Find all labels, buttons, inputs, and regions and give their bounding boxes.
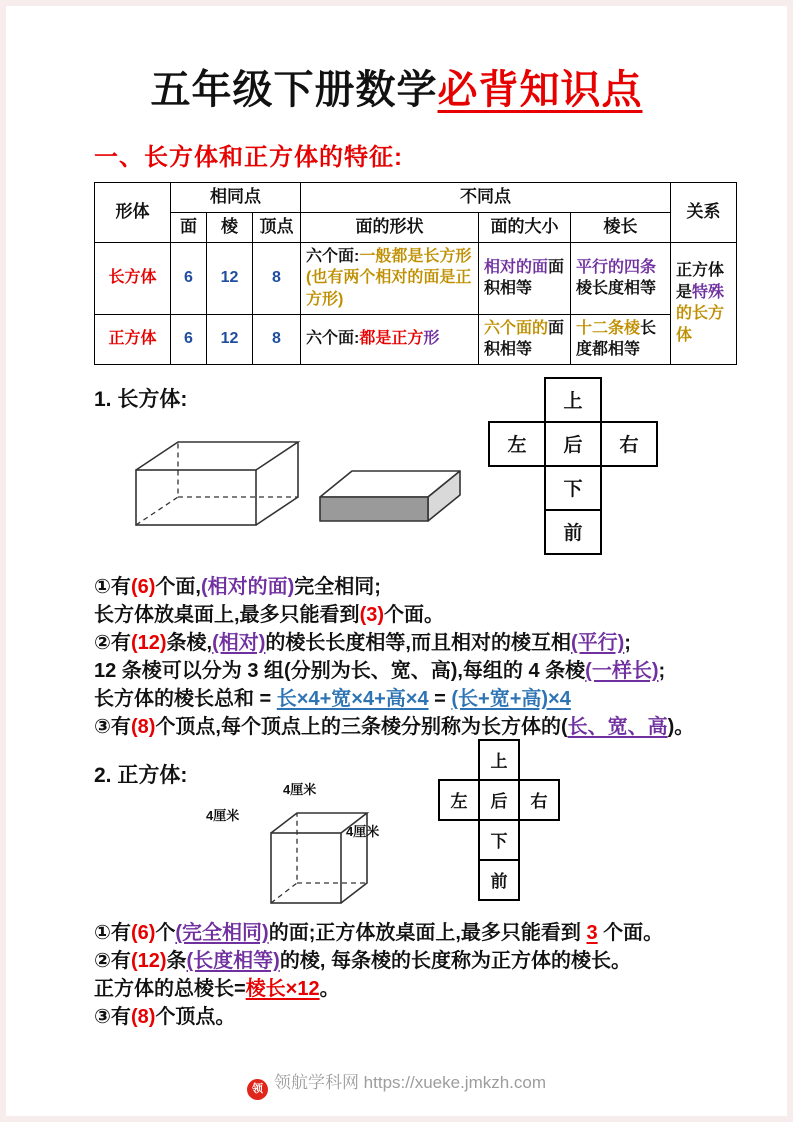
- text-segment: 正方体是: [676, 262, 725, 301]
- text-segment: (长度相等): [186, 949, 280, 972]
- text-segment: (6): [130, 921, 156, 944]
- features-table: [94, 182, 737, 365]
- section-cube: [46, 752, 747, 1051]
- text-segment: ①有: [94, 575, 131, 598]
- text-segment: 完全相同;: [294, 575, 381, 598]
- table-header-row-1: [95, 183, 737, 213]
- text-segment: 的面;正方体放桌面上,最多只能看到: [268, 921, 587, 944]
- cell-edge-length-cuboid: [571, 242, 671, 314]
- header-edges: 棱: [207, 212, 253, 242]
- net-face-front: 前: [544, 509, 602, 555]
- cell-relation: [671, 242, 737, 364]
- text-segment: (8): [130, 1005, 156, 1028]
- cuboid-wireframe-diagram: [128, 425, 310, 537]
- text-segment: 平行的四条: [576, 258, 657, 276]
- text-segment: 的长方体: [676, 305, 725, 344]
- text-segment: 正方体的总棱长=: [94, 977, 246, 1000]
- cuboid-note-line: [94, 601, 766, 629]
- text-segment: (平行): [570, 631, 625, 654]
- footer-site-text: 领航学科网 https://xueke.jmkzh.com: [273, 1073, 547, 1092]
- text-segment: 个: [155, 921, 176, 944]
- net-face-left: 左: [438, 779, 480, 821]
- cell-faces-cuboid: 6: [171, 242, 207, 314]
- header-differences: 不同点: [301, 183, 671, 213]
- cell-edges-cube: 12: [207, 314, 253, 364]
- header-similarities: 相同点: [171, 183, 301, 213]
- net-face-right: 右: [600, 421, 658, 467]
- header-shape: 形体: [95, 183, 171, 243]
- section-heading-features: 一、长方体和正方体的特征:: [94, 144, 403, 171]
- text-segment: ①有: [94, 921, 131, 944]
- header-face-shape: 面的形状: [301, 212, 479, 242]
- text-segment: ;: [658, 659, 666, 682]
- header-face-size: 面的大小: [479, 212, 571, 242]
- cell-edge-length-cube: [571, 314, 671, 364]
- net-face-down: 下: [478, 819, 520, 861]
- net-face-top: 上: [544, 377, 602, 423]
- text-segment: =: [428, 687, 452, 710]
- text-segment: (8): [130, 715, 156, 738]
- text-segment: (一样长): [585, 659, 659, 682]
- text-segment: )。: [667, 715, 695, 738]
- text-segment: 长度都相等: [576, 319, 657, 359]
- text-segment: 相对的面: [484, 258, 549, 276]
- cube-edge-label-right: 4厘米: [346, 823, 380, 839]
- text-segment: 六个面:: [306, 247, 360, 265]
- text-segment: 长、宽、高: [567, 715, 668, 738]
- text-segment: 的棱, 每条棱的长度称为正方体的棱长。: [279, 949, 631, 972]
- cube-note-line: [94, 975, 766, 1003]
- table-row-cube: [95, 314, 737, 364]
- text-segment: ②有: [94, 631, 131, 654]
- table-row-cuboid: [95, 242, 737, 314]
- cuboid-solid-diagram: [308, 449, 468, 544]
- cuboid-note-line: [94, 573, 766, 601]
- table-header-row-2: [95, 212, 737, 242]
- text-segment: 棱长度相等: [576, 280, 657, 298]
- text-segment: 六个面:: [306, 330, 360, 348]
- cube-wireframe-diagram: [246, 795, 381, 913]
- text-segment: 条: [166, 949, 187, 972]
- text-segment: (相对): [212, 631, 266, 654]
- text-segment: 形: [423, 330, 440, 348]
- text-segment: (12): [130, 631, 167, 654]
- text-segment: 个顶点,每个顶点上的三条棱分别称为长方体的(: [155, 715, 568, 738]
- text-segment: ②有: [94, 949, 131, 972]
- cube-note-line: [94, 947, 766, 975]
- cell-vertices-cube: 8: [253, 314, 301, 364]
- text-segment: (长+宽+高)×4: [451, 687, 571, 710]
- cell-face-size-cube: [479, 314, 571, 364]
- text-segment: 个面。: [597, 921, 664, 944]
- text-segment: 六个面的: [484, 319, 549, 337]
- cuboid-note-line: [94, 713, 766, 741]
- text-segment: 个面,: [155, 575, 201, 598]
- text-segment: ③有: [94, 715, 131, 738]
- net-face-right: 右: [518, 779, 560, 821]
- cube-notes: [94, 919, 766, 1031]
- text-segment: 棱长×12: [245, 977, 320, 1000]
- text-segment: 面积相等: [484, 258, 565, 298]
- header-vertices: 顶点: [253, 212, 301, 242]
- text-segment: 特殊: [692, 283, 725, 301]
- cube-edge-label-left: 4厘米: [206, 807, 240, 823]
- cell-shape-cube: 正方体: [95, 314, 171, 364]
- cube-note-line: [94, 1003, 766, 1031]
- text-segment: 十二条棱: [576, 319, 641, 337]
- text-segment: 。: [319, 977, 340, 1000]
- text-segment: ③有: [94, 1005, 131, 1028]
- text-segment: ;: [624, 631, 631, 654]
- text-segment: 一般都是长方形(也有两个相对的面是正方形): [306, 247, 472, 309]
- cell-face-size-cuboid: [479, 242, 571, 314]
- title-highlight-part: 必背知识点: [437, 68, 643, 112]
- cuboid-net-diagram: [488, 377, 660, 557]
- footer: [6, 1068, 787, 1100]
- section-cuboid: [46, 377, 747, 759]
- cube-edge-label-top: 4厘米: [283, 781, 317, 797]
- cell-edges-cuboid: 12: [207, 242, 253, 314]
- text-segment: 面积相等: [484, 319, 565, 359]
- net-face-front: 前: [478, 859, 520, 901]
- text-segment: 3: [586, 921, 598, 944]
- text-segment: (相对的面): [200, 575, 295, 598]
- cube-note-line: [94, 919, 766, 947]
- text-segment: 长×4+宽×4+高×4: [276, 687, 429, 710]
- text-segment: 长方体放桌面上,最多只能看到: [94, 603, 360, 626]
- net-face-left: 左: [488, 421, 546, 467]
- cuboid-heading: 1. 长方体:: [94, 387, 188, 411]
- cell-vertices-cuboid: 8: [253, 242, 301, 314]
- cell-shape-cuboid: 长方体: [95, 242, 171, 314]
- net-face-top: 上: [478, 739, 520, 781]
- header-faces: 面: [171, 212, 207, 242]
- cube-net-diagram: [438, 739, 562, 903]
- text-segment: (6): [130, 575, 156, 598]
- cell-faces-cube: 6: [171, 314, 207, 364]
- header-relation: 关系: [671, 183, 737, 243]
- page-title: [46, 58, 747, 115]
- cuboid-note-line: [94, 657, 766, 685]
- text-segment: 都是正方: [359, 330, 424, 348]
- cuboid-notes: [94, 573, 766, 741]
- text-segment: (完全相同): [175, 921, 269, 944]
- text-segment: 的棱长长度相等,而且相对的棱互相: [265, 631, 571, 654]
- header-edge-length: 棱长: [571, 212, 671, 242]
- cell-face-shape-cube: [301, 314, 479, 364]
- net-face-back: 后: [544, 421, 602, 467]
- cube-heading: 2. 正方体:: [94, 763, 188, 787]
- text-segment: 12 条棱可以分为 3 组(分别为长、宽、高),每组的 4 条棱: [94, 659, 586, 682]
- net-face-down: 下: [544, 465, 602, 511]
- cuboid-note-line: [94, 629, 766, 657]
- title-black-part: 五年级下册数学: [150, 68, 438, 112]
- text-segment: (12): [130, 949, 167, 972]
- text-segment: 个顶点。: [155, 1005, 236, 1028]
- text-segment: (3): [359, 603, 385, 626]
- text-segment: 条棱,: [166, 631, 213, 654]
- net-face-back: 后: [478, 779, 520, 821]
- cell-face-shape-cuboid: [301, 242, 479, 314]
- site-logo-icon: 领: [247, 1079, 268, 1100]
- text-segment: 个面。: [384, 603, 445, 626]
- text-segment: 长方体的棱长总和 =: [94, 687, 277, 710]
- cuboid-note-line: [94, 685, 766, 713]
